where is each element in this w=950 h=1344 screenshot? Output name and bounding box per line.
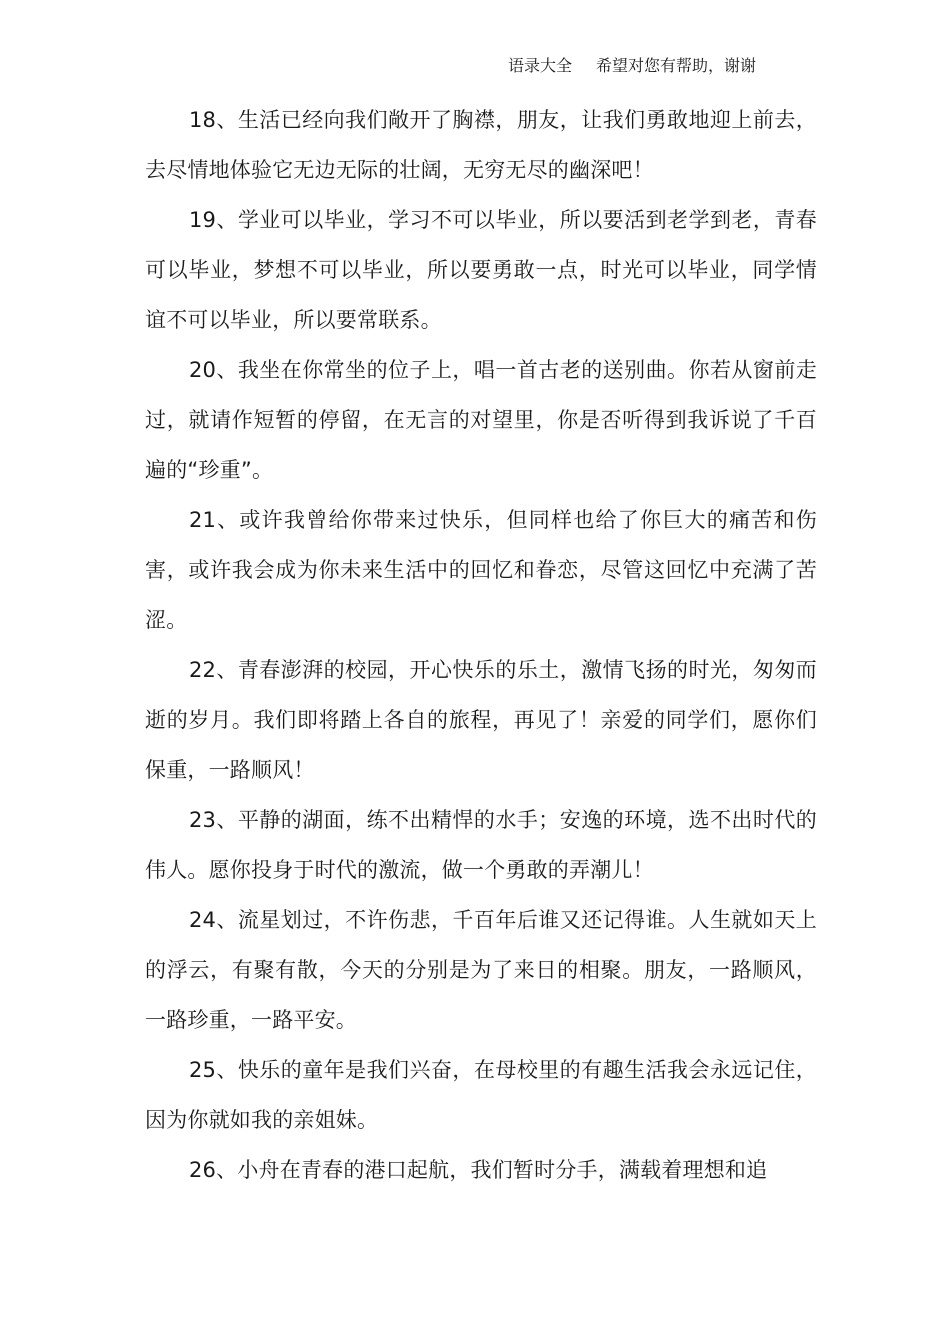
header-thanks-note: 希望对您有帮助，谢谢 [595, 56, 756, 75]
document-body [145, 95, 817, 1195]
paragraph-21: 21、或许我曾给你带来过快乐，但同样也给了你巨大的痛苦和伤害，或许我会成为你未来生活中的回忆和眷恋，尽管这回忆中充满了苦涩。 [145, 508, 817, 632]
paragraph-24: 24、流星划过，不许伤悲，千百年后谁又还记得谁。人生就如天上的浮云，有聚有散，今天的分别是为了来日的相聚。朋友，一路顺风，一路珍重，一路平安。 [145, 908, 817, 1032]
paragraph-26: 26、小舟在青春的港口起航，我们暂时分手，满载着理想和追 [189, 1158, 768, 1182]
paragraph-18: 18、生活已经向我们敞开了胸襟，朋友，让我们勇敢地迎上前去，去尽情地体验它无边无际的壮阔，无穷无尽的幽深吧！ [145, 108, 817, 182]
paragraph-19: 19、学业可以毕业，学习不可以毕业，所以要活到老学到老，青春可以毕业，梦想不可以毕业，所以要勇敢一点，时光可以毕业，同学情谊不可以毕业，所以要常联系。 [145, 208, 817, 332]
page-header [508, 54, 756, 78]
paragraph-25: 25、快乐的童年是我们兴奋，在母校里的有趣生活我会永远记住，因为你就如我的亲姐妹。 [145, 1058, 817, 1132]
header-source-label: 语录大全 [507, 56, 572, 75]
paragraph-22: 22、青春澎湃的校园，开心快乐的乐土，激情飞扬的时光，匆匆而逝的岁月。我们即将踏上各自的旅程，再见了！亲爱的同学们，愿你们保重，一路顺风！ [145, 658, 817, 782]
paragraph-20: 20、我坐在你常坐的位子上，唱一首古老的送别曲。你若从窗前走过，就请作短暂的停留，在无言的对望里，你是否听得到我诉说了千百遍的“珍重”。 [145, 358, 817, 482]
paragraph-23: 23、平静的湖面，练不出精悍的水手；安逸的环境，选不出时代的伟人。愿你投身于时代的激流，做一个勇敢的弄潮儿！ [145, 808, 817, 882]
